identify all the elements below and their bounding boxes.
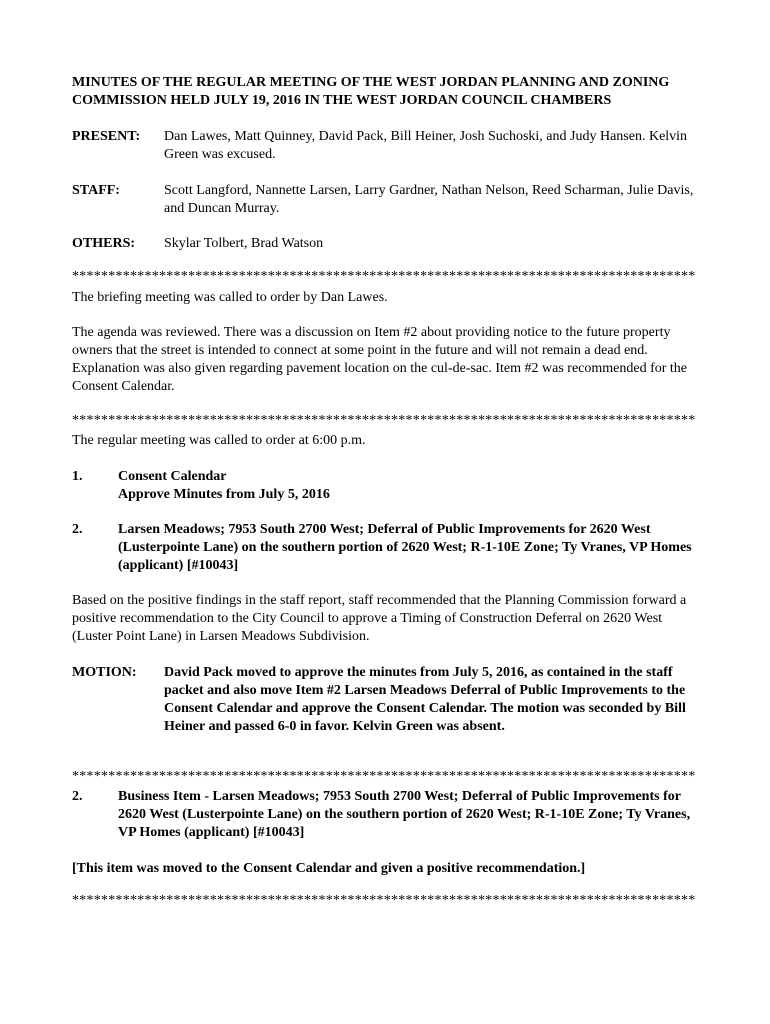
item-1-subtitle: Approve Minutes from July 5, 2016 <box>118 487 330 502</box>
staff-row <box>72 182 698 218</box>
title-line-1: MINUTES OF THE REGULAR MEETING OF THE WEST JORDAN PLANNING AND ZONING <box>72 75 670 90</box>
separator-line: ************************************************************************************** <box>72 270 696 284</box>
staff-label: STAFF: <box>72 183 120 198</box>
briefing-agenda: The agenda was reviewed. There was a discussion on Item #2 about providing notice to the future property owners that the street is intended to connect at some point in the future and will not remain a dead end. Explanation was also given regarding pavement location on the cul-de-sac. Item #2 was recommended for the Consent Calendar. <box>72 325 688 394</box>
others-row <box>72 235 698 253</box>
title-line-2: COMMISSION HELD JULY 19, 2016 IN THE WEST JORDAN COUNCIL CHAMBERS <box>72 93 612 108</box>
others-label: OTHERS: <box>72 236 136 251</box>
present-value: Dan Lawes, Matt Quinney, David Pack, Bill Heiner, Josh Suchoski, and Judy Hansen. Kelvin Green was excused. <box>164 129 688 162</box>
present-row <box>72 128 698 164</box>
briefing-opening: The briefing meeting was called to order by Dan Lawes. <box>72 290 388 305</box>
item-number: 2. <box>72 789 83 804</box>
minutes-title <box>72 74 698 110</box>
staff-recommendation: Based on the positive findings in the staff report, staff recommended that the Planning Commission forward a positive recommendation to the City Council to approve a Timing of Construction Deferral on 2620 West (Luster Point Lane) in Larsen Meadows Subdivision. <box>72 593 687 644</box>
item-2-title: Larsen Meadows; 7953 South 2700 West; Deferral of Public Improvements for 2620 West (Lusterpointe Lane) on the southern portion of 2620 West; R-1-10E Zone; Ty Vranes, VP Homes (applicant) [#10043] <box>118 522 692 573</box>
item-number: 2. <box>72 522 83 537</box>
present-label: PRESENT: <box>72 129 141 144</box>
item-1-title: Consent Calendar <box>118 469 227 484</box>
separator-line: ************************************************************************************** <box>72 414 696 428</box>
motion-row <box>72 664 698 736</box>
business-item-title: Business Item - Larsen Meadows; 7953 South 2700 West; Deferral of Public Improvements for 2620 West (Lusterpointe Lane) on the southern portion of 2620 West; R-1-10E Zone; Ty Vranes, VP Homes (applicant) [#10043] <box>118 789 691 840</box>
staff-value: Scott Langford, Nannette Larsen, Larry Gardner, Nathan Nelson, Reed Scharman, Julie Davis, and Duncan Murray. <box>164 183 694 216</box>
others-value: Skylar Tolbert, Brad Watson <box>164 236 324 251</box>
business-note: [This item was moved to the Consent Calendar and given a positive recommendation.] <box>72 861 586 876</box>
motion-label: MOTION: <box>72 665 137 680</box>
regular-opening: The regular meeting was called to order at 6:00 p.m. <box>72 433 366 448</box>
item-number: 1. <box>72 469 83 484</box>
separator-line: ************************************************************************************** <box>72 770 696 784</box>
item-1-content <box>118 468 698 504</box>
agenda-item-1 <box>72 468 698 504</box>
agenda-item-2 <box>72 521 698 575</box>
motion-text: David Pack moved to approve the minutes from July 5, 2016, as contained in the staff packet and also move Item #2 Larsen Meadows Deferral of Public Improvements to the Consent Calendar and approve the Consent Calendar. The motion was seconded by Bill Heiner and passed 6-0 in favor. Kelvin Green was absent. <box>164 665 686 734</box>
separator-line: ************************************************************************************** <box>72 894 696 908</box>
business-item <box>72 788 698 842</box>
